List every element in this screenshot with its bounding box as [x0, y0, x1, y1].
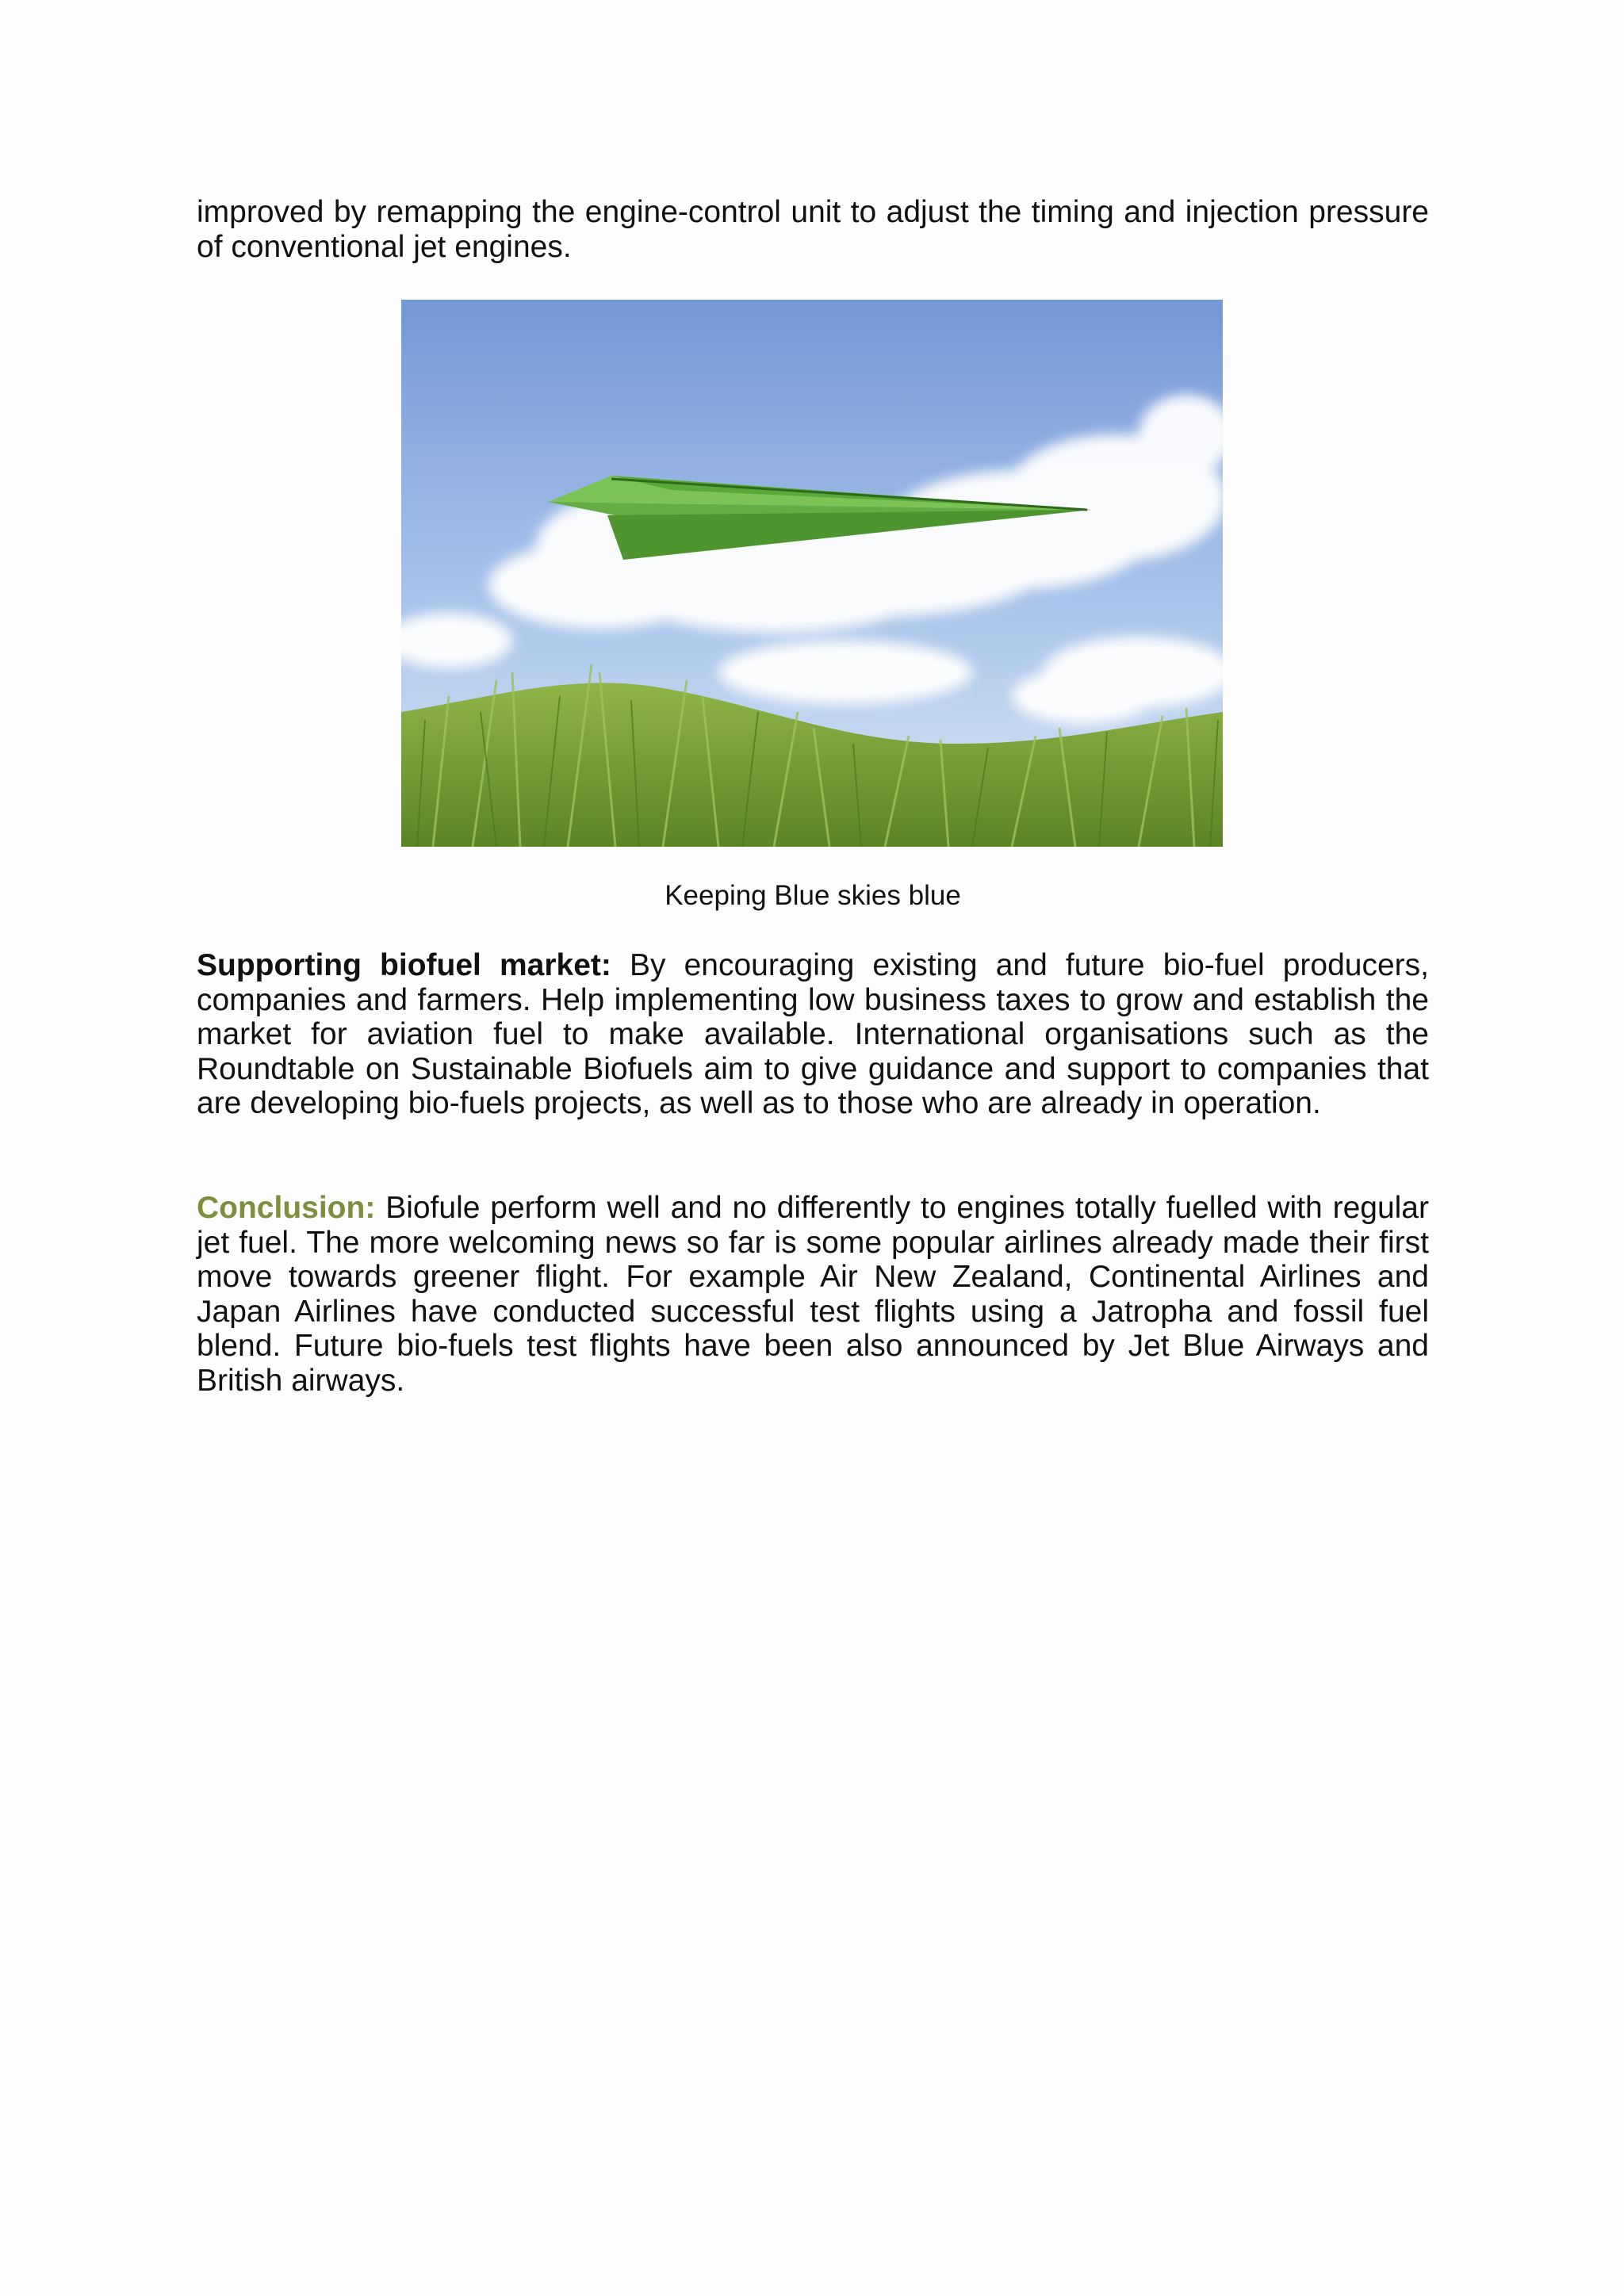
supporting-biofuel-heading: Supporting biofuel market:	[197, 948, 611, 982]
conclusion-text: Biofule perform well and no differently to engines totally fuelled with regular jet fuel. The more welcoming news so far is some popular airlines already made their first move towards greener flight. For example Air New Zealand, Continental Airlines and Japan Airlines have conducted successful test flights using a Jatropha and fossil fuel blend. Future bio-fuels test flights have been also announced by Jet Blue Airways and British airways.	[197, 1191, 1429, 1398]
supporting-biofuel-paragraph	[197, 948, 1429, 1121]
conclusion-paragraph	[197, 1191, 1429, 1398]
conclusion-heading: Conclusion:	[197, 1191, 376, 1225]
paper-airplane-photo	[401, 300, 1223, 847]
intro-text: improved by remapping the engine-control unit to adjust the timing and injection pressure of conventional jet engines.	[197, 195, 1429, 264]
figure-caption: Keeping Blue skies blue	[665, 880, 961, 911]
supporting-biofuel-text: By encouraging existing and future bio-fuel producers, companies and farmers. Help implementing low business taxes to grow and establish the market for aviation fuel to make available. International organisations such as the Roundtable on Sustainable Biofuels aim to give guidance and support to companies that are developing bio-fuels projects, as well as to those who are already in operation.	[197, 948, 1429, 1120]
intro-paragraph	[197, 195, 1429, 264]
